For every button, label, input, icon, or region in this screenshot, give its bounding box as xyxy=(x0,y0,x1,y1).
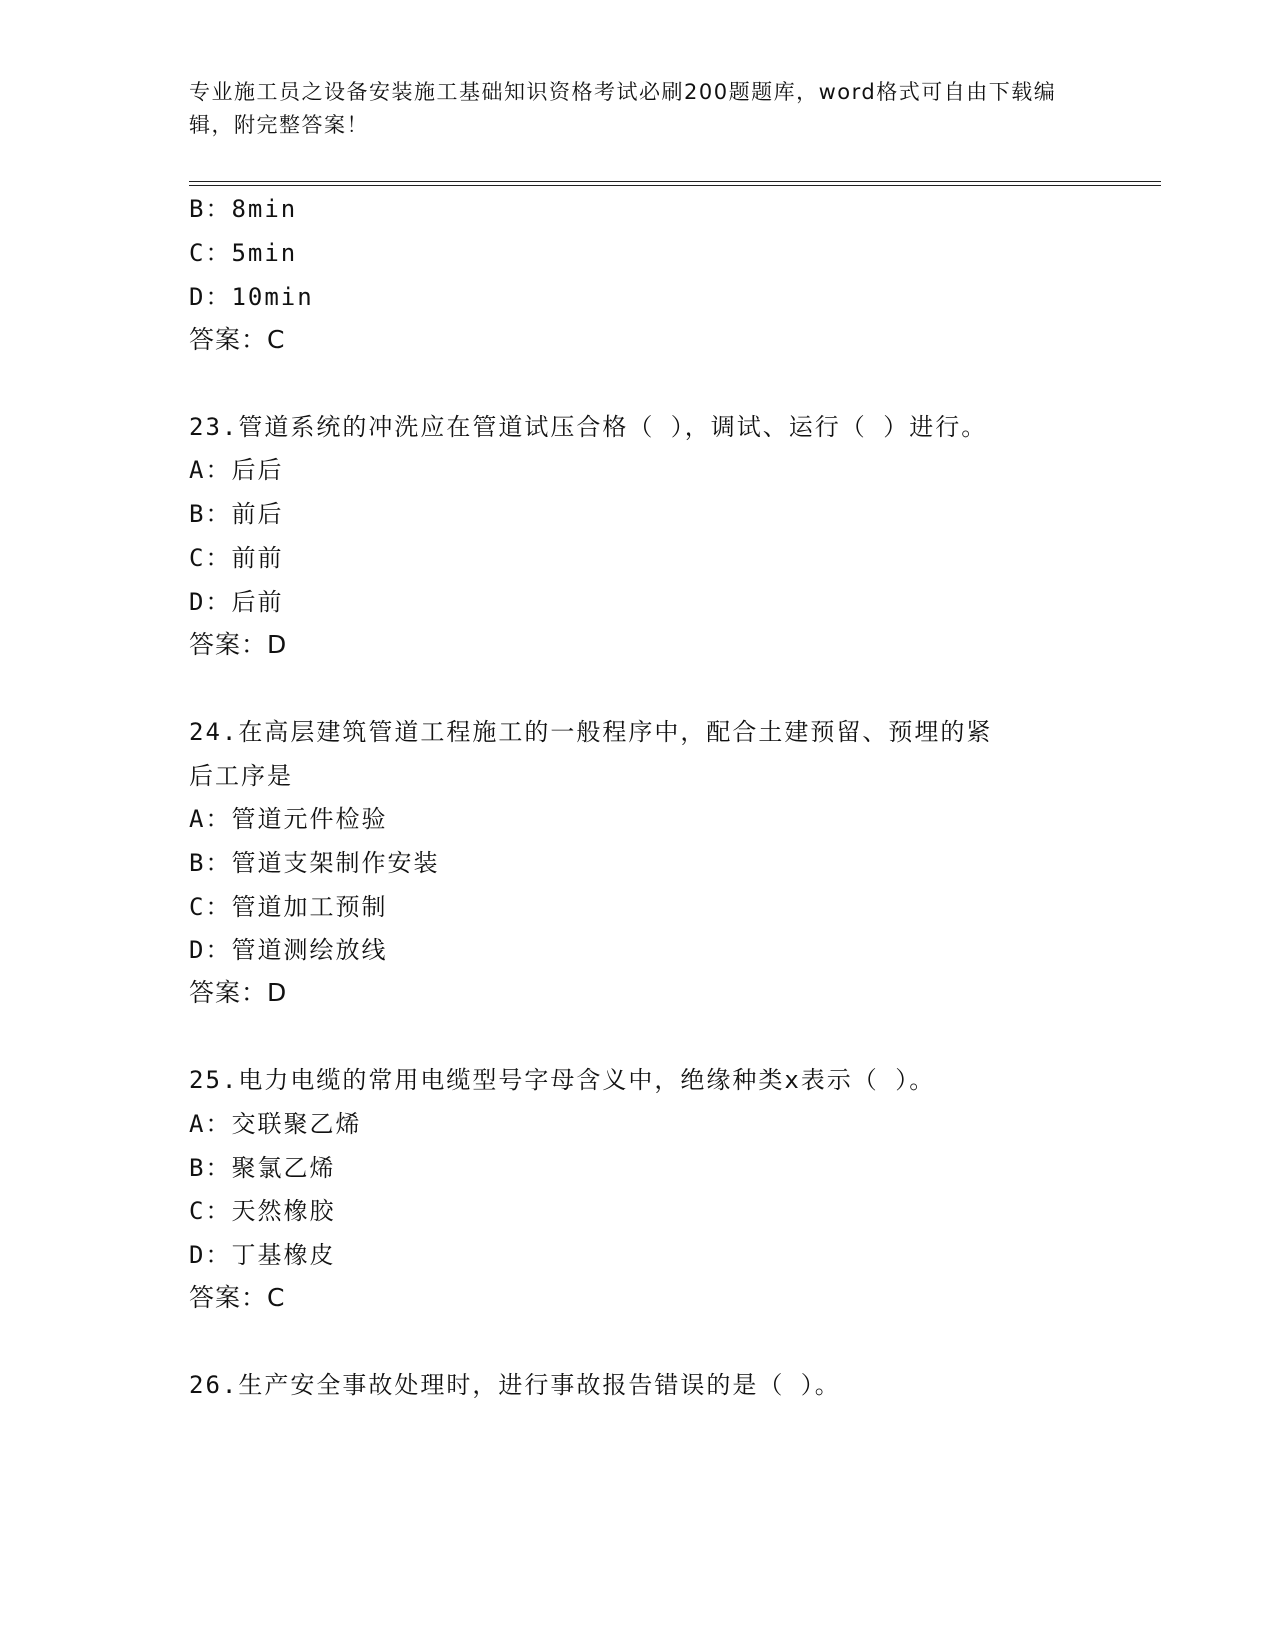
option-a xyxy=(189,804,387,834)
option-a xyxy=(189,455,283,485)
option-label: A： xyxy=(189,805,232,833)
option-label: A： xyxy=(189,456,232,484)
answer-line: 答案：D xyxy=(189,978,288,1007)
answer-line: 答案：D xyxy=(189,630,288,659)
option-text: 管道加工预制 xyxy=(231,893,388,921)
option-text: 5min xyxy=(231,239,298,267)
option-b xyxy=(189,1153,335,1183)
option-label: C： xyxy=(189,1197,232,1225)
option-c xyxy=(189,1196,335,1226)
option-label: B： xyxy=(189,1154,232,1182)
option-d xyxy=(189,587,283,617)
option-label: D： xyxy=(189,588,232,616)
option-a xyxy=(189,1109,361,1139)
option-c xyxy=(189,238,297,268)
option-label: D： xyxy=(189,936,232,964)
option-text: 前后 xyxy=(231,500,284,528)
option-label: B： xyxy=(189,849,232,877)
option-c xyxy=(189,892,387,922)
question-stem-continued: 后工序是 xyxy=(189,762,293,790)
option-text: 前前 xyxy=(231,544,284,572)
option-b xyxy=(189,194,297,224)
option-label: C： xyxy=(189,893,232,921)
option-text: 丁基橡皮 xyxy=(231,1241,336,1269)
answer-line: 答案：C xyxy=(189,325,286,354)
answer-line: 答案：C xyxy=(189,1283,286,1312)
option-label: C： xyxy=(189,239,232,267)
option-d xyxy=(189,1240,335,1270)
option-label: B： xyxy=(189,195,232,223)
header-divider-thin xyxy=(189,185,1161,186)
document-header: 专业施工员之设备安装施工基础知识资格考试必刷200题题库，word格式可自由下载编辑，附完整答案！ xyxy=(189,80,1057,137)
option-b xyxy=(189,848,439,878)
option-d xyxy=(189,282,314,312)
option-text: 10min xyxy=(231,283,314,311)
option-text: 后前 xyxy=(231,588,284,616)
option-text: 天然橡胶 xyxy=(231,1197,336,1225)
option-label: C： xyxy=(189,544,232,572)
option-text: 8min xyxy=(231,195,298,223)
option-text: 聚氯乙烯 xyxy=(231,1154,336,1182)
option-text: 后后 xyxy=(231,456,284,484)
option-text: 管道元件检验 xyxy=(231,805,388,833)
option-b xyxy=(189,499,283,529)
option-label: A： xyxy=(189,1110,232,1138)
option-text: 管道支架制作安装 xyxy=(231,849,440,877)
header-divider xyxy=(189,181,1161,182)
question-stem: 24.在高层建筑管道工程施工的一般程序中，配合土建预留、预埋的紧 xyxy=(189,718,993,746)
option-text: 管道测绘放线 xyxy=(231,936,388,964)
option-c xyxy=(189,543,283,573)
option-label: D： xyxy=(189,283,232,311)
question-stem: 25.电力电缆的常用电缆型号字母含义中，绝缘种类x表示（ ）。 xyxy=(189,1066,936,1094)
option-label: B： xyxy=(189,500,232,528)
option-text: 交联聚乙烯 xyxy=(231,1110,362,1138)
option-d xyxy=(189,935,387,965)
question-stem: 23.管道系统的冲洗应在管道试压合格（ ），调试、运行（ ）进行。 xyxy=(189,413,988,441)
option-label: D： xyxy=(189,1241,232,1269)
question-stem: 26.生产安全事故处理时，进行事故报告错误的是（ ）。 xyxy=(189,1371,841,1399)
